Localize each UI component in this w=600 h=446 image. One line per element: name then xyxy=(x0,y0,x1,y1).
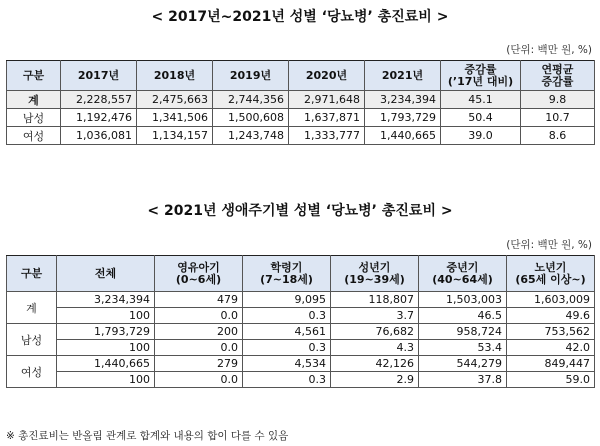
amount-cell: 544,279 xyxy=(419,356,507,372)
table-row xyxy=(7,127,595,145)
share-cell: 0.0 xyxy=(155,372,243,388)
share-cell: 37.8 xyxy=(419,372,507,388)
table-row xyxy=(7,372,595,388)
group-label: 계 xyxy=(7,292,57,324)
cell-value: 1,333,777 xyxy=(289,127,365,145)
share-cell: 0.0 xyxy=(155,308,243,324)
amount-cell: 958,724 xyxy=(419,324,507,340)
table-row xyxy=(7,292,595,308)
footnote: ※ 총진료비는 반올림 관계로 합계와 내용의 합이 다를 수 있음 xyxy=(6,430,289,442)
amount-cell: 9,095 xyxy=(243,292,331,308)
lifecycle-cost-table xyxy=(6,255,595,388)
row-label: 남성 xyxy=(7,109,61,127)
table2-header: 학령기 (7~18세) xyxy=(243,256,331,292)
table1-header: 2018년 xyxy=(137,61,213,91)
share-cell: 59.0 xyxy=(507,372,595,388)
cell-value: 2,228,557 xyxy=(61,91,137,109)
cell-value: 1,793,729 xyxy=(365,109,441,127)
cell-value: 1,637,871 xyxy=(289,109,365,127)
amount-cell: 42,126 xyxy=(331,356,419,372)
share-cell: 0.3 xyxy=(243,372,331,388)
cell-value: 50.4 xyxy=(441,109,521,127)
amount-cell: 200 xyxy=(155,324,243,340)
cell-value: 1,134,157 xyxy=(137,127,213,145)
amount-cell: 4,534 xyxy=(243,356,331,372)
cell-value: 9.8 xyxy=(521,91,595,109)
amount-cell: 279 xyxy=(155,356,243,372)
cell-value: 8.6 xyxy=(521,127,595,145)
table1-header: 2021년 xyxy=(365,61,441,91)
table1-header: 증감률 (’17년 대비) xyxy=(441,61,521,91)
table1-unit: (단위: 백만 원, %) xyxy=(506,44,592,56)
cell-value: 1,500,608 xyxy=(213,109,289,127)
cell-value: 1,341,506 xyxy=(137,109,213,127)
cell-value: 1,243,748 xyxy=(213,127,289,145)
amount-cell: 76,682 xyxy=(331,324,419,340)
table1-header: 2019년 xyxy=(213,61,289,91)
amount-cell: 1,503,003 xyxy=(419,292,507,308)
table1-header: 2020년 xyxy=(289,61,365,91)
cell-value: 3,234,394 xyxy=(365,91,441,109)
table-row xyxy=(7,91,595,109)
table2-header: 노년기 (65세 이상~) xyxy=(507,256,595,292)
table1-header: 구분 xyxy=(7,61,61,91)
row-label: 계 xyxy=(7,91,61,109)
table2-header-row xyxy=(7,256,595,292)
amount-cell: 1,440,665 xyxy=(57,356,155,372)
share-cell: 0.3 xyxy=(243,340,331,356)
table2-header: 구분 xyxy=(7,256,57,292)
table-row xyxy=(7,356,595,372)
table2-unit: (단위: 백만 원, %) xyxy=(506,239,592,251)
amount-cell: 1,793,729 xyxy=(57,324,155,340)
table-row xyxy=(7,324,595,340)
amount-cell: 479 xyxy=(155,292,243,308)
cell-value: 39.0 xyxy=(441,127,521,145)
share-cell: 42.0 xyxy=(507,340,595,356)
cell-value: 2,971,648 xyxy=(289,91,365,109)
share-cell: 46.5 xyxy=(419,308,507,324)
share-cell: 0.3 xyxy=(243,308,331,324)
cell-value: 2,475,663 xyxy=(137,91,213,109)
table2-header: 중년기 (40~64세) xyxy=(419,256,507,292)
share-cell: 4.3 xyxy=(331,340,419,356)
cell-value: 2,744,356 xyxy=(213,91,289,109)
share-cell: 100 xyxy=(57,372,155,388)
share-cell: 2.9 xyxy=(331,372,419,388)
share-cell: 100 xyxy=(57,340,155,356)
cell-value: 10.7 xyxy=(521,109,595,127)
cell-value: 1,440,665 xyxy=(365,127,441,145)
table2-title: < 2021년 생애주기별 성별 ‘당뇨병’ 총진료비 > xyxy=(147,203,453,219)
amount-cell: 753,562 xyxy=(507,324,595,340)
table-row xyxy=(7,109,595,127)
table1-header-row xyxy=(7,61,595,91)
table1-header: 연평균 증감률 xyxy=(521,61,595,91)
share-cell: 53.4 xyxy=(419,340,507,356)
share-cell: 3.7 xyxy=(331,308,419,324)
amount-cell: 4,561 xyxy=(243,324,331,340)
table-row xyxy=(7,340,595,356)
amount-cell: 3,234,394 xyxy=(57,292,155,308)
group-label: 여성 xyxy=(7,356,57,388)
amount-cell: 849,447 xyxy=(507,356,595,372)
table-row xyxy=(7,308,595,324)
table2-header: 영유아기 (0~6세) xyxy=(155,256,243,292)
cell-value: 45.1 xyxy=(441,91,521,109)
cell-value: 1,192,476 xyxy=(61,109,137,127)
table1-title: < 2017년~2021년 성별 ‘당뇨병’ 총진료비 > xyxy=(151,9,449,25)
table2-header: 전체 xyxy=(57,256,155,292)
table1-header: 2017년 xyxy=(61,61,137,91)
amount-cell: 118,807 xyxy=(331,292,419,308)
share-cell: 49.6 xyxy=(507,308,595,324)
share-cell: 0.0 xyxy=(155,340,243,356)
amount-cell: 1,603,009 xyxy=(507,292,595,308)
cell-value: 1,036,081 xyxy=(61,127,137,145)
annual-cost-table xyxy=(6,60,595,145)
share-cell: 100 xyxy=(57,308,155,324)
table2-header: 성년기 (19~39세) xyxy=(331,256,419,292)
row-label: 여성 xyxy=(7,127,61,145)
group-label: 남성 xyxy=(7,324,57,356)
